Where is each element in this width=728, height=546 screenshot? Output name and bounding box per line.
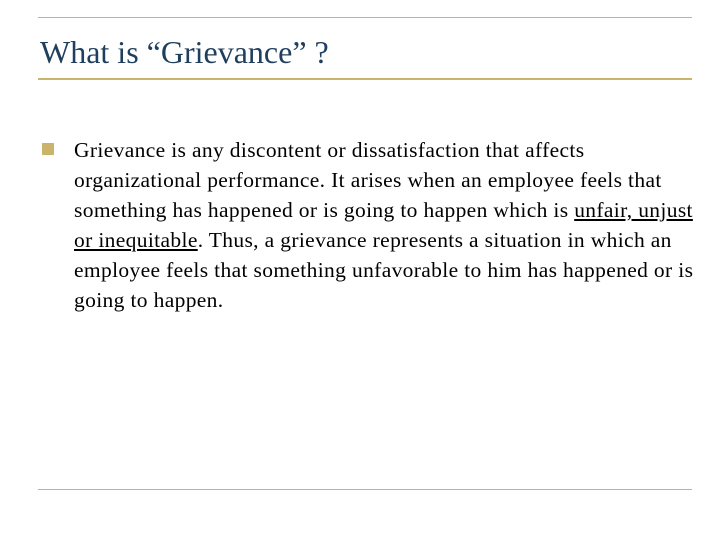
title-divider (38, 78, 692, 80)
bottom-divider (38, 489, 692, 490)
slide-title: What is “Grievance” ? (40, 34, 329, 70)
top-divider (38, 17, 692, 18)
square-bullet-icon (42, 143, 54, 155)
bullet-text (74, 135, 702, 315)
bullet-text-after: . Thus, a grievance represents a situation in which an employee feels that something unfavorable to him has happened or is going to happen. (74, 228, 694, 312)
bullet-text-before: Grievance is any discontent or dissatisfaction that affects organizational performance. It arises when an employee feels that something has happened or is going to happen which is (74, 138, 662, 222)
underlined-phrase: unfair, unjust or inequitable (74, 198, 693, 252)
